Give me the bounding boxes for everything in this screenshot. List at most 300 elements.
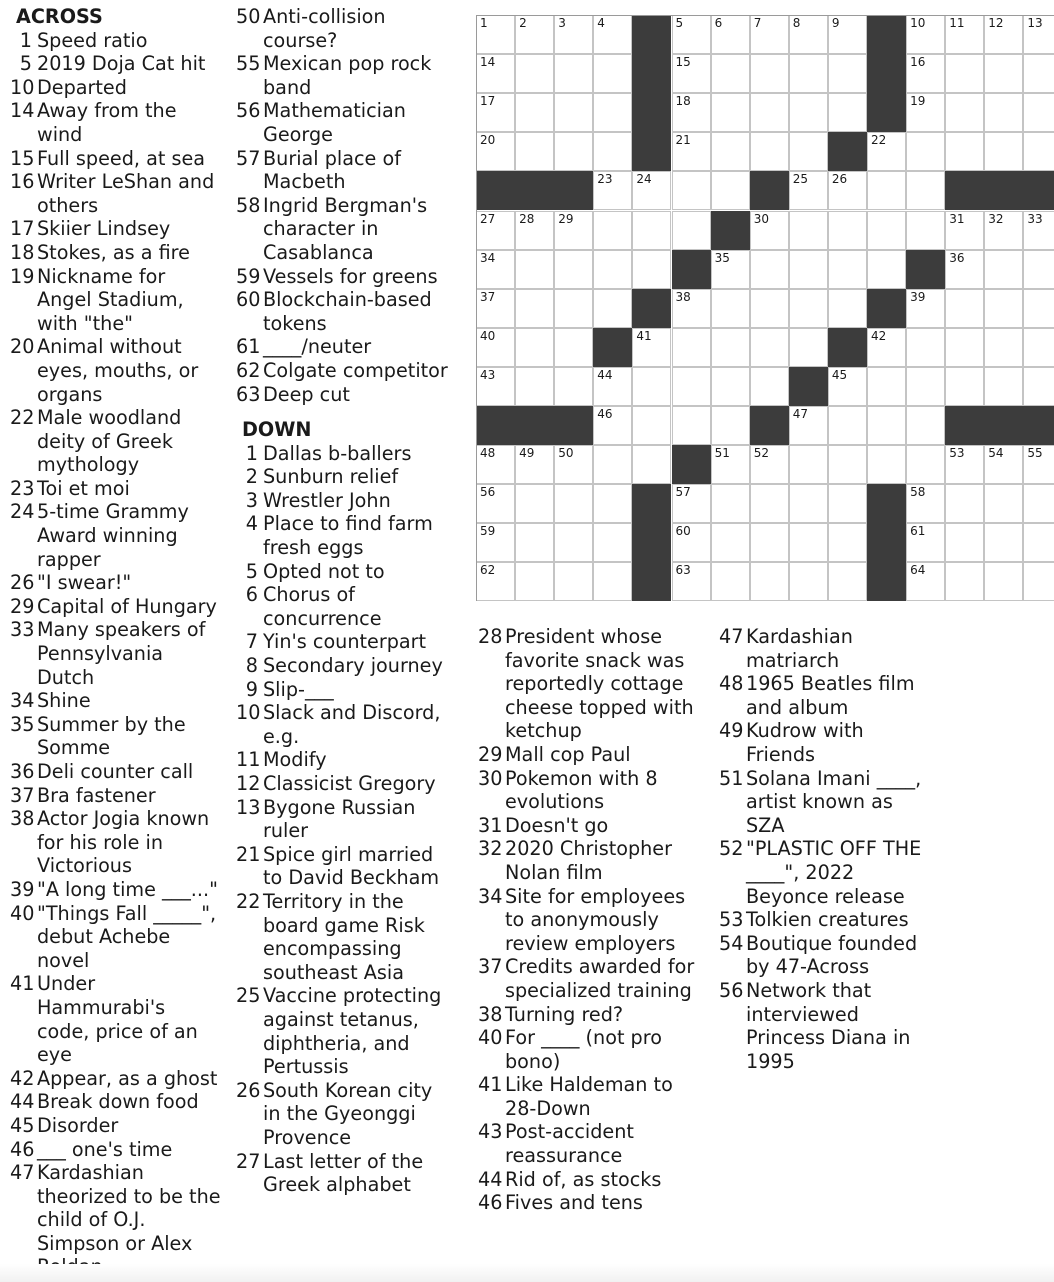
grid-cell[interactable] [554,211,593,250]
grid-cell[interactable] [515,562,554,601]
black-square [750,406,789,445]
cell-number: 12 [988,16,1004,30]
grid-cell[interactable] [984,523,1023,562]
grid-cell[interactable] [750,289,789,328]
grid-cell[interactable] [906,54,945,93]
clue-text: ___ one's time [37,1137,173,1161]
grid-cell[interactable] [672,54,711,93]
cell-number: 18 [675,94,691,109]
down-column-2 [478,625,706,1215]
grid-cell[interactable] [789,328,828,367]
black-square [789,367,828,406]
down-clue [719,979,924,1073]
grid-cell[interactable] [945,445,984,484]
grid-cell[interactable] [984,250,1023,289]
grid-cell[interactable] [476,484,515,523]
grid-cell[interactable] [1023,367,1054,406]
grid-cell[interactable] [750,523,789,562]
grid-cell[interactable] [554,523,593,562]
down-clue [478,1003,706,1027]
across-clue [10,147,222,171]
grid-cell[interactable] [632,328,671,367]
clue-number: 38 [10,807,35,831]
black-square [554,406,593,445]
grid-cell[interactable] [906,171,945,210]
grid-cell[interactable] [1023,523,1054,562]
grid-cell[interactable] [984,132,1023,171]
clue-text: Sunburn relief [263,465,399,489]
grid-cell[interactable] [476,523,515,562]
grid-cell[interactable] [945,54,984,93]
grid-cell[interactable] [906,445,945,484]
across-clue [236,265,450,289]
grid-cell[interactable] [1023,289,1054,328]
grid-cell[interactable] [789,171,828,210]
grid-cell[interactable] [632,445,671,484]
grid-cell[interactable] [476,367,515,406]
black-square [515,406,554,445]
black-square [867,289,906,328]
grid-cell[interactable] [593,445,632,484]
grid-cell[interactable] [672,484,711,523]
grid-cell[interactable] [750,54,789,93]
grid-cell[interactable] [711,484,750,523]
grid-cell[interactable] [476,54,515,93]
grid-cell[interactable] [554,250,593,289]
grid-cell[interactable] [789,445,828,484]
grid-cell[interactable] [984,562,1023,601]
grid-cell[interactable] [750,93,789,132]
grid-cell[interactable] [945,211,984,250]
cell-number: 61 [910,524,926,539]
grid-cell[interactable] [554,15,593,54]
grid-cell[interactable] [672,171,711,210]
grid-cell[interactable] [828,211,867,250]
black-square [1023,171,1054,210]
clue-text: Secondary journey [263,654,443,678]
grid-cell[interactable] [711,562,750,601]
grid-cell[interactable] [906,289,945,328]
grid-cell[interactable] [789,523,828,562]
cell-number: 62 [480,563,496,578]
cell-number: 5 [675,16,684,30]
down-clue [236,560,450,584]
black-square [632,484,671,523]
clue-text: Fives and tens [505,1191,643,1215]
grid-cell[interactable] [945,15,984,54]
grid-cell[interactable] [984,211,1023,250]
grid-cell[interactable] [789,211,828,250]
black-square [867,15,906,54]
grid-cell[interactable] [593,523,632,562]
grid-cell[interactable] [828,171,867,210]
black-square [828,132,867,171]
grid-cell[interactable] [945,250,984,289]
grid-cell[interactable] [711,93,750,132]
grid-cell[interactable] [984,289,1023,328]
cell-number: 45 [831,367,848,382]
grid-cell[interactable] [789,93,828,132]
black-square [711,211,750,250]
clue-text: Post-accident reassurance [505,1120,634,1168]
grid-cell[interactable] [906,211,945,250]
clue-number: 29 [478,742,503,766]
down-clue [236,678,450,702]
grid-cell[interactable] [711,289,750,328]
grid-cell[interactable] [789,289,828,328]
grid-cell[interactable] [672,289,711,328]
grid-cell[interactable] [789,406,828,445]
clue-number: 28 [478,625,503,648]
grid-cell[interactable] [476,562,515,601]
grid-cell[interactable] [828,523,867,562]
across-clue [236,359,450,383]
clue-text: "I swear!" [37,571,132,595]
grid-cell[interactable] [515,367,554,406]
grid-cell[interactable] [672,367,711,406]
grid-cell[interactable] [789,562,828,601]
clue-text: Spice girl married to David Beckham [263,842,440,890]
grid-cell[interactable] [672,562,711,601]
grid-cell[interactable] [906,132,945,171]
clue-text: Yin's counterpart [263,630,427,654]
clue-number: 53 [719,908,744,932]
black-square [632,132,671,171]
grid-cell[interactable] [554,445,593,484]
cell-number: 42 [871,328,887,343]
grid-cell[interactable] [515,132,554,171]
grid-cell[interactable] [1023,93,1054,132]
grid-cell[interactable] [828,93,867,132]
grid-cell[interactable] [593,54,632,93]
grid-cell[interactable] [750,445,789,484]
grid-cell[interactable] [632,406,671,445]
grid-cell[interactable] [906,367,945,406]
grid-cell[interactable] [711,15,750,54]
cell-number: 57 [675,485,691,500]
grid-cell[interactable] [867,211,906,250]
grid-cell[interactable] [789,15,828,54]
grid-cell[interactable] [711,328,750,367]
clue-number: 63 [236,382,261,406]
grid-cell[interactable] [906,406,945,445]
grid-cell[interactable] [789,484,828,523]
across-clue [10,902,222,973]
down-clue [478,1073,706,1120]
grid-cell[interactable] [554,132,593,171]
grid-cell[interactable] [867,132,906,171]
clue-text: 1965 Beatles film and album [746,672,915,719]
grid-cell[interactable] [711,132,750,171]
grid-cell[interactable] [711,171,750,210]
grid-cell[interactable] [515,211,554,250]
grid-cell[interactable] [554,328,593,367]
cell-number: 17 [480,94,496,109]
grid-cell[interactable] [1023,445,1054,484]
clue-number: 18 [10,240,35,264]
grid-cell[interactable] [906,328,945,367]
grid-cell[interactable] [711,54,750,93]
grid-cell[interactable] [828,289,867,328]
cell-number: 38 [675,289,691,304]
grid-cell[interactable] [945,367,984,406]
grid-cell[interactable] [906,523,945,562]
grid-cell[interactable] [476,93,515,132]
across-clue [10,878,222,902]
grid-cell[interactable] [906,562,945,601]
grid-cell[interactable] [593,15,632,54]
grid-cell[interactable] [750,211,789,250]
grid-cell[interactable] [476,15,515,54]
grid-cell[interactable] [515,93,554,132]
grid-cell[interactable] [828,250,867,289]
grid-cell[interactable] [515,328,554,367]
across-clue [10,618,222,689]
cell-number: 25 [792,172,809,187]
grid-cell[interactable] [593,132,632,171]
grid-cell[interactable] [867,406,906,445]
grid-cell[interactable] [984,93,1023,132]
grid-cell[interactable] [945,523,984,562]
clue-text: Disorder [37,1113,119,1137]
grid-cell[interactable] [1023,54,1054,93]
grid-cell[interactable] [476,328,515,367]
grid-cell[interactable] [789,250,828,289]
grid-cell[interactable] [789,54,828,93]
grid-cell[interactable] [476,250,515,289]
clue-number: 37 [10,783,35,807]
grid-cell[interactable] [750,484,789,523]
grid-cell[interactable] [984,15,1023,54]
grid-cell[interactable] [945,328,984,367]
grid-cell[interactable] [750,132,789,171]
grid-cell[interactable] [711,523,750,562]
grid-cell[interactable] [750,15,789,54]
grid-cell[interactable] [1023,211,1054,250]
grid-cell[interactable] [750,328,789,367]
grid-cell[interactable] [945,484,984,523]
grid-cell[interactable] [476,289,515,328]
grid-cell[interactable] [945,289,984,328]
grid-cell[interactable] [828,484,867,523]
grid-cell[interactable] [593,406,632,445]
grid-cell[interactable] [1023,562,1054,601]
clue-text: Break down food [37,1090,199,1114]
down-clue [478,885,706,956]
clue-number: 30 [478,766,503,790]
grid-cell[interactable] [593,562,632,601]
clue-text: Summer by the Somme [37,712,186,760]
black-square [945,406,984,445]
grid-cell[interactable] [828,367,867,406]
grid-cell[interactable] [945,93,984,132]
cell-number: 6 [714,16,723,30]
grid-cell[interactable] [593,484,632,523]
across-clue [236,335,450,359]
grid-cell[interactable] [593,289,632,328]
grid-cell[interactable] [984,367,1023,406]
grid-cell[interactable] [945,562,984,601]
grid-cell[interactable] [515,250,554,289]
cell-number: 20 [480,133,496,148]
grid-cell[interactable] [867,445,906,484]
down-heading: DOWN [242,418,312,442]
grid-cell[interactable] [515,15,554,54]
clue-number: 46 [10,1137,35,1161]
grid-cell[interactable] [672,211,711,250]
clue-number: 47 [719,625,744,648]
black-square [867,562,906,601]
grid-cell[interactable] [593,250,632,289]
cell-number: 41 [636,328,652,343]
grid-cell[interactable] [632,211,671,250]
down-clue [719,672,924,719]
clue-text: Stokes, as a fire [37,240,190,264]
clue-text: Away from the wind [37,99,177,146]
clue-number: 22 [236,889,261,913]
grid-cell[interactable] [1023,250,1054,289]
grid-cell[interactable] [476,211,515,250]
grid-cell[interactable] [711,250,750,289]
clue-text: Site for employees to anonymously review employers [505,884,686,955]
across-clue [10,713,222,760]
clue-text: Mall cop Paul [505,742,631,766]
down-clue [236,701,450,748]
cell-number: 32 [988,211,1004,226]
grid-cell[interactable] [1023,132,1054,171]
grid-cell[interactable] [828,562,867,601]
grid-cell[interactable] [906,93,945,132]
grid-cell[interactable] [593,171,632,210]
down-clue [236,984,450,1078]
grid-cell[interactable] [750,562,789,601]
grid-cell[interactable] [945,132,984,171]
across-clue [10,1138,222,1162]
grid-cell[interactable] [672,523,711,562]
grid-cell[interactable] [632,250,671,289]
grid-cell[interactable] [632,171,671,210]
grid-cell[interactable] [867,367,906,406]
grid-cell[interactable] [554,289,593,328]
grid-cell[interactable] [672,93,711,132]
grid-cell[interactable] [828,445,867,484]
clue-number: 21 [236,842,261,866]
down-clue-list-a [236,442,450,1197]
grid-cell[interactable] [867,250,906,289]
clue-text: Boutique founded by 47-Across [746,931,918,979]
grid-cell[interactable] [554,484,593,523]
black-square [867,54,906,93]
across-clue [10,972,222,1066]
clue-text: Last letter of the Greek alphabet [263,1149,424,1197]
grid-cell[interactable] [828,54,867,93]
grid-cell[interactable] [672,132,711,171]
grid-cell[interactable] [515,54,554,93]
grid-cell[interactable] [828,15,867,54]
cell-number: 3 [558,16,566,30]
grid-cell[interactable] [906,15,945,54]
across-clue [236,52,450,99]
grid-cell[interactable] [828,406,867,445]
grid-cell[interactable] [867,171,906,210]
clue-text: Network that interviewed Princess Diana in 1995 [746,978,911,1073]
grid-cell[interactable] [711,445,750,484]
black-square [867,523,906,562]
grid-cell[interactable] [984,54,1023,93]
grid-cell[interactable] [984,445,1023,484]
grid-cell[interactable] [750,250,789,289]
grid-cell[interactable] [672,328,711,367]
grid-cell[interactable] [476,132,515,171]
grid-cell[interactable] [515,484,554,523]
grid-cell[interactable] [554,367,593,406]
grid-cell[interactable] [632,367,671,406]
grid-cell[interactable] [711,406,750,445]
clue-number: 10 [236,701,261,725]
grid-cell[interactable] [476,445,515,484]
grid-cell[interactable] [1023,328,1054,367]
grid-cell[interactable] [789,132,828,171]
across-clue [10,406,222,477]
grid-cell[interactable] [1023,15,1054,54]
grid-cell[interactable] [867,328,906,367]
cell-number: 16 [910,55,926,70]
grid-cell[interactable] [672,15,711,54]
grid-cell[interactable] [554,562,593,601]
down-clue [478,1191,706,1215]
clue-text: South Korean city in the Gyeonggi Provence [263,1078,433,1149]
clue-text: Capital of Hungary [37,594,217,618]
black-square [750,171,789,210]
clue-text: Solana Imani ____, artist known as SZA [746,766,922,837]
clue-text: Appear, as a ghost [37,1066,218,1090]
clue-number: 60 [236,288,261,312]
grid-cell[interactable] [1023,484,1054,523]
clue-number: 33 [10,618,35,642]
black-square [945,171,984,210]
grid-cell[interactable] [672,406,711,445]
clue-number: 45 [10,1113,35,1137]
grid-cell[interactable] [593,367,632,406]
grid-cell[interactable] [515,445,554,484]
clue-text: Anti-collision course? [263,5,386,52]
across-clue [236,99,450,146]
grid-cell[interactable] [711,367,750,406]
clue-number: 22 [10,406,35,430]
cell-number: 9 [831,16,840,30]
cell-number: 50 [558,446,574,461]
clue-text: Kardashian matriarch [746,625,853,672]
grid-cell[interactable] [750,367,789,406]
cell-number: 21 [675,133,691,148]
clue-text: Tolkien creatures [746,908,909,932]
grid-cell[interactable] [515,289,554,328]
clue-text: Skiier Lindsey [37,217,171,241]
grid-cell[interactable] [593,93,632,132]
across-clue [10,241,222,265]
grid-cell[interactable] [984,328,1023,367]
grid-cell[interactable] [515,523,554,562]
clue-number: 50 [236,5,261,28]
grid-cell[interactable] [554,54,593,93]
cell-number: 60 [675,524,691,539]
grid-cell[interactable] [593,211,632,250]
cell-number: 14 [480,55,496,70]
grid-cell[interactable] [906,484,945,523]
grid-cell[interactable] [554,93,593,132]
grid-cell[interactable] [984,484,1023,523]
across-clue [236,288,450,335]
